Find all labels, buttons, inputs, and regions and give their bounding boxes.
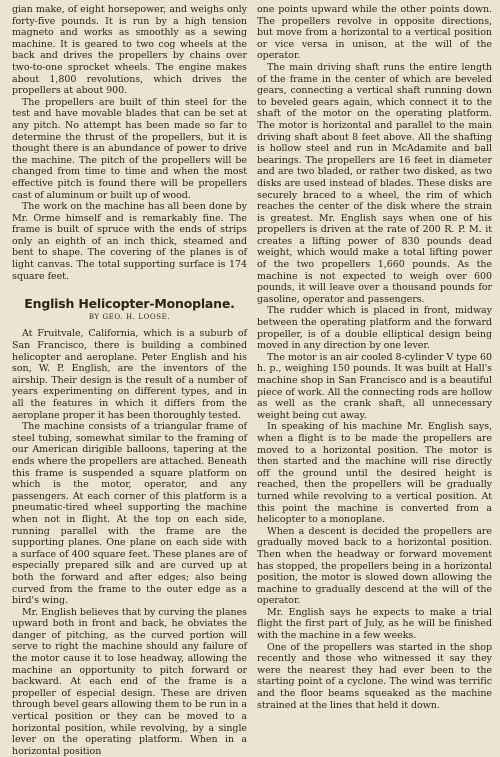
paragraph: gian make, of eight horsepower, and weighs only forty-five pounds. It is run by a high tension magneto and works as smoothly as a sewing machine. It is geared to two cog wheels at the back and drives the propellers by chains over two-to-one sprocket wheels. The engine makes about 1,800 revolutions, which drives the propellers at about 900. (12, 4, 247, 97)
article-title: English Helicopter-Monoplane. (24, 296, 235, 312)
article-byline: BY GEO. H. LOOSE. (88, 312, 171, 321)
paragraph: When a descent is decided the propellers are gradually moved back to a horizontal position. Then when the headway or forward movement has stopped, the propellers being in a horizontal position, the motor is slowed down allowing the machine to gradually descend at the will of the operator. (257, 525, 492, 607)
left-column (12, 4, 247, 757)
paragraph: The propellers are built of thin steel for the test and have movable blades that can be set at any pitch. No attempt has been made so far to determine the thrust of the propellers, but it is thought there is an abundance of power to drive the machine. The pitch of the propellers will be changed from time to time and when the most effective pitch is found there will be propellers cast of aluminum or built up of wood. (12, 96, 247, 201)
right-column (257, 4, 492, 745)
paragraph: At Fruitvale, California, which is a suburb of San Francisco, there is building a combined helicopter and aeroplane. Peter English and his son, W. P. English, are the inventors of the airship. Their design is the result of a number of years experimenting on different types, and in all the features in which it differs from the aeroplane proper it has been thoroughly tested. (12, 328, 247, 421)
paragraph: The rudder which is placed in front, midway between the operating platform and the forward propeller, is of a double elliptical design being moved in any direction by one lever. (257, 305, 492, 352)
paragraph: The machine consists of a triangular frame of steel tubing, somewhat similar to the framing of our American dirigible balloons, tapering at the ends where the propellers are attached. Beneath this frame is suspended a square platform on which is the motor, operator, and any passengers. At each corner of this platform is a pneumatic-tired wheel supporting the machine when not in flight. At the top on each side, running parallel with the frame are the supporting planes. One plane on each side with a surface of 400 square feet. These planes are of especially prepared silk and are curved up at both the forward and after edges; also being curved from the frame to the outer edge as a bird's wing. (12, 421, 247, 607)
paragraph: The motor is an air cooled 8-cylinder V type 60 h. p., weighing 150 pounds. It was built at Hall's machine shop in San Francisco and is a beautiful piece of work. All the connecting rods are hollow as well as the crank shaft, all unnecessary weight being cut away. (257, 351, 492, 421)
paragraph: The main driving shaft runs the entire length of the frame in the center of which are beveled gears, connecting a vertical shaft running down to beveled gears again, which connect it to the shaft of the motor on the operating platform. The motor is horizontal and parallel to the main driving shaft about 8 feet above. All the shafting is hollow steel and run in McAdamite and ball bearings. The propellers are 16 feet in diameter and are two bladed, or rather two disked, as two disks are used instead of blades. These disks are securely braced to a wheel, the rim of which reaches the center of the disk where the strain is greatest. Mr. English says when one of his propellers is driven at the rate of 200 R. P. M. it creates a lifting power of 830 pounds dead weight, which would make a total lifting power of the two propellers 1,660 pounds. As the machine is not expected to weigh over 600 pounds, it will leave over a thousand pounds for gasoline, operator and passengers. (257, 61, 492, 305)
paragraph: Mr. English believes that by curving the planes upward both in front and back, he obviates the danger of pitching, as the curved portion will serve to right the machine should any failure of the motor cause it to lose headway, allowing the machine an opportunity to pitch forward or backward. At each end of the frame is a propeller of especial design. These are driven through bevel gears allowing them to be run in a vertical position or they can be moved to a horizontal position, while revolving, by a single lever on the operating platform. When in a horizontal position (12, 606, 247, 757)
paragraph: One of the propellers was started in the shop recently and those who witnessed it say they were the nearest they had ever been to the starting point of a cyclone. The wind was terrific and the floor beams squeaked as the machine strained at the lines that held it down. (257, 641, 492, 711)
paragraph: In speaking of his machine Mr. English says, when a flight is to be made the propellers are moved to a horizontal position. The motor is then started and the machine will rise directly off the ground until the desired height is reached, then the propellers will be gradually turned while revolving to a vertical position. At this point the machine is converted from a helicopter to a monoplane. (257, 421, 492, 526)
paragraph: The work on the machine has all been done by Mr. Orme himself and is remarkably fine. The frame is built of spruce with the ends of strips only an eighth of an inch thick, steamed and bent to shape. The covering of the planes is of light canvas. The total supporting surface is 174 square feet. (12, 201, 247, 282)
paragraph: one points upward while the other points down. The propellers revolve in opposite directions, but move from a horizontal to a vertical position or vice versa in unison, at the will of the operator. (257, 4, 492, 62)
paragraph: Mr. English says he expects to make a trial flight the first part of July, as he will be finished with the machine in a few weeks. (257, 606, 492, 642)
